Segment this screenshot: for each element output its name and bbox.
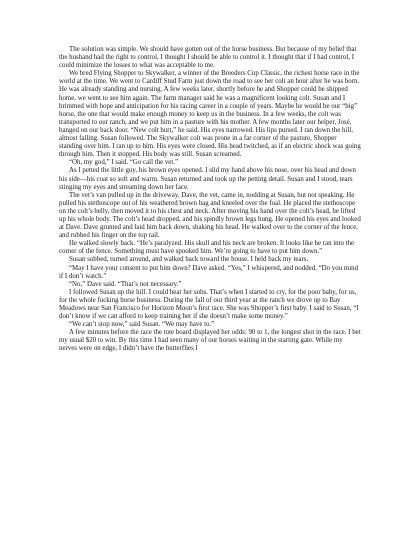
paragraph: “We can’t stop now,” said Susan. “We may have to.” <box>69 321 215 329</box>
paragraph: He walked slowly back. “He’s paralyzed. His skull and his neck are broken. It looks like he ran into the corner of the fence. Something must have spooked him. We’re going to have to put him down.” <box>59 240 355 256</box>
paragraph: “Oh, my god,” I said. “Go call the vet.” <box>69 159 179 167</box>
paragraph: “No,” Dave said. “That’s not necessary.” <box>69 280 182 288</box>
paragraph: “May I have your consent to put him down? Dave asked. “Yes,” I whispered, and nodded. “Do you mind if I don’t watch.” <box>59 264 359 280</box>
paragraph: The solution was simple. We should have gotten out of the horse business. But because of my belief that the husband had the right to control, I thought I should be able to control it. I thought that if I had control, I could minimize the losses to what was acceptable to me. <box>59 46 357 70</box>
body-text <box>59 46 361 354</box>
paragraph: We bred Flying Shopper to Skywalker, a winner of the Breeders Cup Classic, the richest horse race in the world at the time. We went to Cardiff Stud Farm just down the road to see her colt an hour after he was born. He was already standing and nursing. A few weeks later, shortly before he and Shopper could be shipped home, we went to see him again. The farm manager said he was a magnificent looking colt. Susan and I brimmed with hope and anticipation for his racing career in a couple of years. Maybe he would be our “big” horse, the one that would make enough money to keep us in the business. In a few weeks, the colt was transported to our ranch, and we put him in a pasture with his mother. A few months later our helper, José, banged on our back door. “New colt hurt,” he said. His eyes narrowed. His lips pursed. I ran down the hill, almost falling. Susan followed. The Skywalker colt was prone in a far corner of the pasture, Shopper standing over him. I ran up to him. His eyes were closed. His head twitched, as if an electric shock was going through him. Then it stopped. His body was still. Susan screamed. <box>59 70 361 159</box>
paragraph: The vet’s van pulled up in the driveway. Dave, the vet, came in, nodding at Susan, but not speaking. He pulled his stethoscope out of his weathered brown bag and kneeled over the foal. He placed the stethoscope on the colt’s belly, then moved it to his chest and neck. After moving his hand over the colt’s head, he lifted up his whole body. The colt’s head dropped, and his spindly brown legs hung. He opened his eyes and looked at Dave. Dave grunted and laid him back down, shaking his head. He walked over to the corner of the fence, and rubbed his finger on the top rail. <box>59 191 361 240</box>
paragraph: I followed Susan up the hill. I could hear her sobs. That’s when I started to cry, for the poor baby, for us, for the whole fucking horse business. During the fall of our third year at the ranch we drove up to Bay Meadows near San Francisco for Horizon Moon’s first race. She was Shopper’s first baby. I said to Susan, “I don’t know if we can afford to keep training her if she doesn’t make some money.” <box>59 288 359 321</box>
paragraph: Susan sobbed, turned around, and walked back toward the house. I held back my tears. <box>69 256 309 264</box>
paragraph: As I petted the little guy, his brown eyes opened. I slid my hand above his nose, over his head and down his side—his coat so soft and warm. Susan returned and took up the petting detail. Susan and I stood, tears stinging my eyes and streaming down her face. <box>59 167 356 191</box>
paragraph: A few minutes before the race the tote board displayed her odds: 90 to 1, the longest shot in the race. I bet my usual $20 to win. By this time I had seen many of our horses waiting in the starting gate. While my nerves were on edge, I didn’t have the butterflies I <box>59 329 361 353</box>
